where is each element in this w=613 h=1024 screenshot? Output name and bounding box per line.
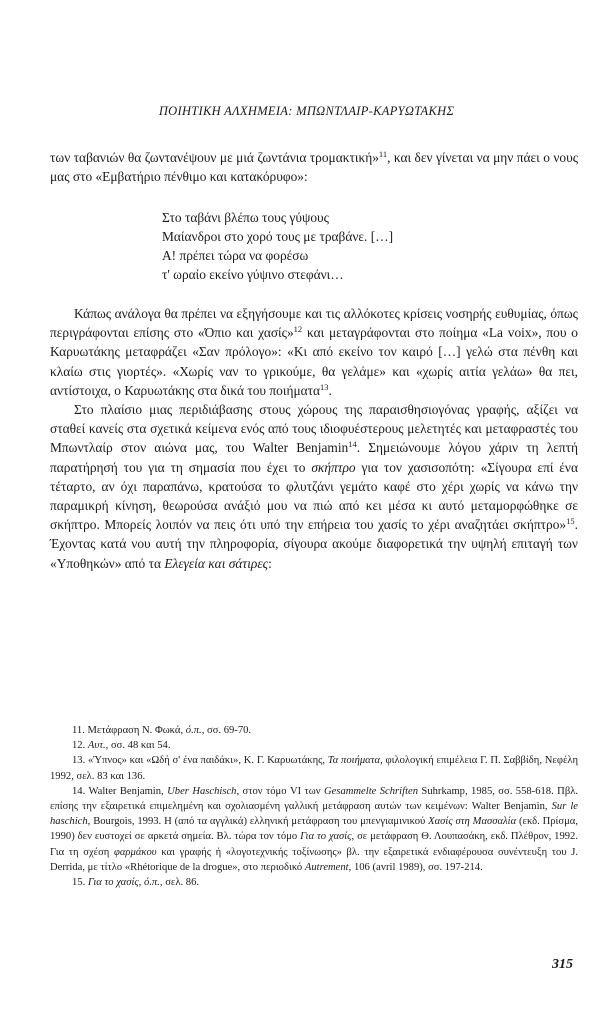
- footnote-italic: Χασίς στη Μασσαλία: [428, 816, 517, 828]
- footnote-italic: Gesammelte Schriften: [323, 785, 419, 797]
- footnote-italic: Για το χασίς, ό.π.: [87, 877, 160, 889]
- main-text: [50, 304, 578, 573]
- verse-line-3: Α! πρέπει τώρα να φορέσω: [162, 248, 309, 263]
- footnote-14: [50, 784, 578, 875]
- verse-line-2: Μαίανδροι στο χορό τους με τραβάνε. […]: [162, 229, 394, 244]
- footnote-text: Suhrkamp, 1985, σσ. 558-618. Πβλ. επίσης την εξαιρετικά επιμελημένη και σχολιασμένη γαλλική μετάφραση αυτών των κειμένων: Walter Benjamin,: [50, 785, 578, 813]
- footnote-italic: ό.π.: [185, 725, 202, 736]
- italic-term: σκήπτρο: [311, 459, 356, 475]
- footnote-ref-15[interactable]: 15: [566, 516, 575, 527]
- footnote-text: , σε μετάφραση Θ. Λουπασάκη, εκδ. Πλέθρον, 1992. Για τη σχέση: [50, 831, 579, 858]
- footnote-italic: Τα ποιήματα: [327, 755, 381, 767]
- footnote-text: 11. Μετάφραση Ν. Φωκά,: [72, 725, 186, 736]
- paragraph-2-text-tail: . Έχοντας κατά νου αυτή την πληροφορία, σίγουρα ακούμε διαφορετικά την υψηλή επιταγή των «Υποθηκών» από τα: [50, 517, 578, 571]
- footnote-italic: Autrement: [304, 861, 349, 873]
- footnote-ref-13[interactable]: 13: [320, 381, 329, 392]
- footnote-13: [50, 753, 578, 783]
- footnotes: [50, 723, 578, 890]
- footnote-12: [50, 738, 578, 753]
- footnote-text: 14. Walter Benjamin,: [72, 785, 168, 797]
- footnote-text: , σελ. 86.: [159, 877, 200, 889]
- paragraph-1-text-end: .: [328, 382, 332, 398]
- opening-paragraph: [50, 148, 578, 186]
- paragraph-2-quotation: για τον χασισοπότη: «Σίγουρα επί ένα τέταρτο, αν όχι παραπάνω, κρατούσα το φλυτζάνι γεμάτο καφέ στο χέρι χωρίς να κάνω την παραμικρή κίνηση, θεωρούσα ανάξιό μου να πιώ από κει μέσα κι αυτό μεταμορφώθηκε σε σκήπτρο. Μπορείς λοιπόν να πεις ότι υπό την επήρεια του χασίς το χέρι αναζητάει σκήπτρο»: [50, 459, 578, 533]
- paragraph-2-text-continued: . Σημειώνουμε λόγου χάριν τη λεπτή παρατήρησή του για τη σημασία που έχει το: [50, 440, 578, 475]
- footnote-text: 13. «Ύπνος» και «Ωδή σ' ένα παιδάκι», Κ. Γ. Καρυωτάκης,: [72, 755, 328, 767]
- footnote-text: και γραφής ή «λογοτεχνικής τοξίνωσης» βλ. την εξαιρετικά ενδιαφέρουσα συνέντευξη του J. Derrida, με τίτλο «Rhétorique de la drogue», στο περιοδικό: [50, 846, 578, 873]
- page-number: 315: [552, 957, 573, 972]
- footnote-italic: Αυτ.: [87, 740, 106, 752]
- footnote-text: , φιλολογική επιμέλεια Γ. Π. Σαββίδη, Νεφέλη 1992, σελ. 83 και 136.: [50, 755, 578, 782]
- footnote-text: 12.: [72, 740, 88, 752]
- footnote-ref-14[interactable]: 14: [348, 439, 357, 450]
- footnote-ref-11[interactable]: 11: [378, 149, 388, 159]
- footnote-text: , σσ. 48 και 54.: [105, 740, 171, 752]
- footnote-ref-12[interactable]: 12: [293, 324, 303, 335]
- paragraph-2-text: Στο πλαίσιο μιας περιδιάβασης στους χώρους της παραισθησιογόνας γραφής, αξίζει να σταθεί κανείς στα σχετικά κείμενα ενός από τους ιδιοφυέστερους μελετητές και μεταφραστές του Μπωντλαίρ στον αιώνα μας, του Walter Benjamin: [50, 402, 578, 456]
- footnote-italic: Για το χασίς: [300, 831, 352, 843]
- paragraph-1-text-continued: και μεταγράφονται στο ποίημα «La voix», που ο Καρυωτάκης μεταφράζει «Σαν πρόλογο»: «Κι από εκείνο τον καιρό […] γελώ στα πένθη και κλαίω στις γιορτές». «Χωρίς ναν το γρικούμε, θα γελάμε» και «χωρίς αιτία γελάω» θα πει, αντίστοιχα, ο Καρυωτάκης στα δικά του ποιήματα: [50, 325, 578, 398]
- opening-text-continued: , και δεν γίνεται να μην πάει ο νους μας στο «Εμβατήριο πένθιμο και κατακόρυφο»:: [50, 150, 578, 185]
- footnote-text: , σσ. 69-70.: [201, 725, 252, 736]
- verse-quotation: [162, 208, 393, 284]
- paragraph-1: [50, 304, 578, 400]
- footnote-text: , στον τόμο VI των: [236, 785, 324, 797]
- paragraph-1-text: Κάπως ανάλογα θα πρέπει να εξηγήσουμε και τις αλλόκοτες κρίσεις νοσηρής ευθυμίας, όπως περιγράφονται επίσης στο «Όπιο και χασίς»: [50, 306, 578, 341]
- opening-text: των ταβανιών θα ζωντανέψουν με μιά ζωντάνια τρομακτική»: [50, 150, 379, 165]
- footnote-text: (εκδ. Πρίσμα, 1990) δεν ευστοχεί σε αρκετά σημεία. Βλ. τώρα τον τόμο: [50, 816, 578, 843]
- footnote-15: [50, 875, 578, 890]
- paragraph-2-text-end: :: [268, 555, 272, 571]
- footnote-text: 15.: [72, 877, 88, 889]
- footnote-text: , 106 (avril 1989), σσ. 197-214.: [348, 861, 483, 873]
- running-head: ΠΟΙΗΤΙΚΗ ΑΛΧΗΜΕΙΑ: ΜΠΩΝΤΛΑΙΡ-ΚΑΡΥΩΤΑΚΗΣ: [158, 104, 455, 118]
- italic-book-title: Ελεγεία και σάτιρες: [164, 555, 269, 571]
- verse-line-4: τ' ωραίο εκείνο γύψινο στεφάνι…: [162, 267, 344, 282]
- footnote-italic: Sur le haschich: [50, 801, 578, 828]
- footnote-text: , Bourgois, 1993. Η (από τα αγγλικά) ελληνική μετάφραση του μπενγιαμινικού: [87, 816, 429, 828]
- footnote-italic: Uber Haschisch: [167, 785, 237, 797]
- verse-line-1: Στο ταβάνι βλέπω τους γύψους: [162, 210, 329, 225]
- footnote-italic: φαρμάκου: [114, 846, 157, 858]
- paragraph-2: [50, 400, 578, 573]
- footnote-11: [50, 723, 578, 738]
